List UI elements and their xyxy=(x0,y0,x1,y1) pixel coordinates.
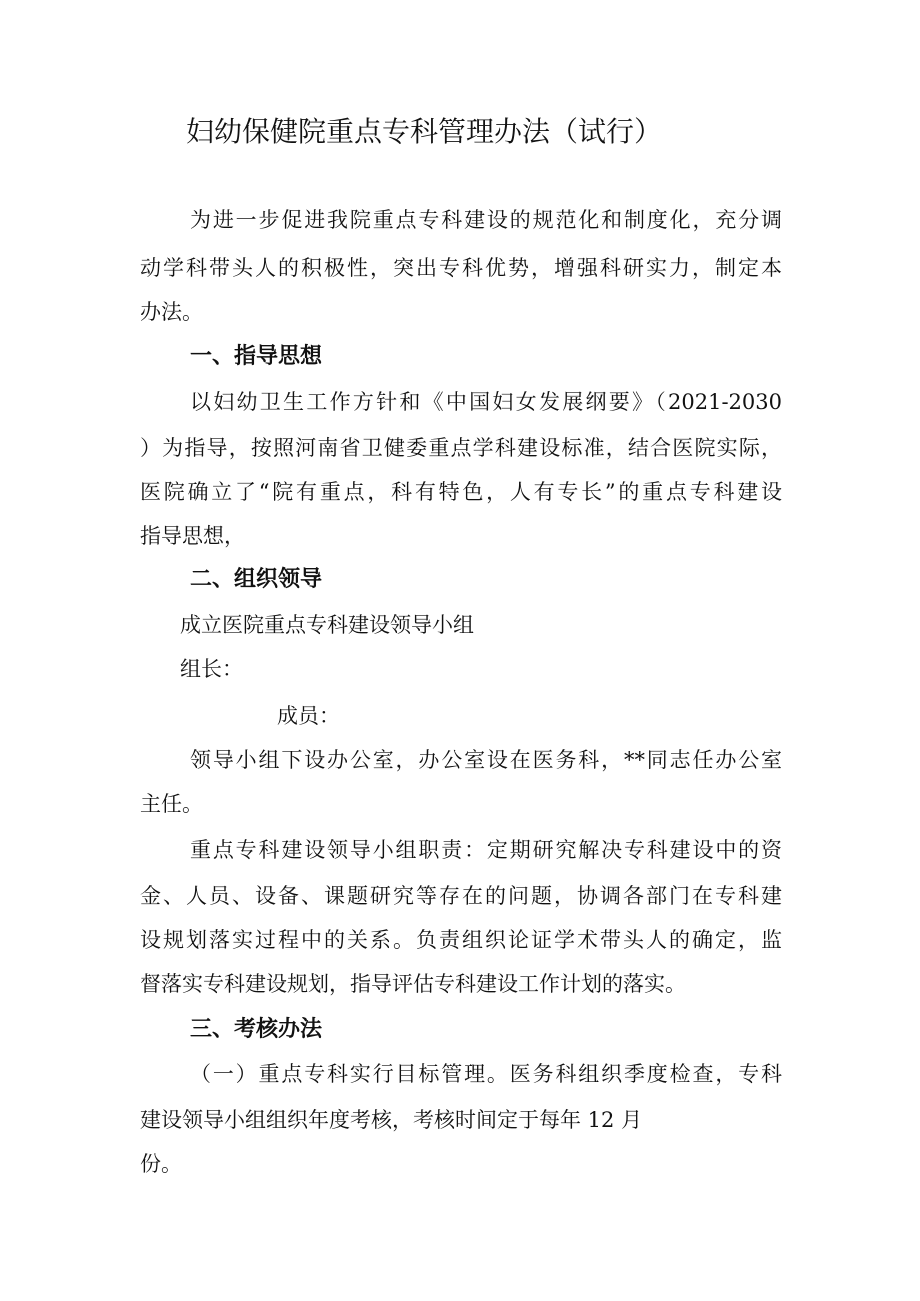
section3-line-1: （一）重点专科实行目标管理。医务科组织季度检查，专科 xyxy=(190,1062,782,1086)
office-line-2: 主任。 xyxy=(140,792,203,816)
section-heading-assessment: 三、考核办法 xyxy=(190,1017,323,1042)
group-establish-line: 成立医院重点专科建设领导小组 xyxy=(180,613,474,637)
group-leader-label: 组长： xyxy=(180,657,243,681)
section1-line-4: 指导思想， xyxy=(140,524,245,548)
intro-line-2: 动学科带头人的积极性，突出专科优势，增强科研实力，制定本 xyxy=(140,256,782,280)
section-heading-guiding-ideology: 一、指导思想 xyxy=(190,344,323,369)
duties-line-3: 设规划落实过程中的关系。负责组织论证学术带头人的确定，监 xyxy=(140,928,782,952)
section3-line-3: 份。 xyxy=(140,1152,182,1176)
duties-line-4: 督落实专科建设规划，指导评估专科建设工作计划的落实。 xyxy=(140,972,686,996)
group-members-label: 成员： xyxy=(277,704,340,728)
duties-line-1: 重点专科建设领导小组职责：定期研究解决专科建设中的资 xyxy=(190,838,782,862)
section1-line-3: 医院确立了“院有重点，科有特色，人有专长”的重点专科建设 xyxy=(140,480,782,504)
section3-line-2: 建设领导小组组织年度考核，考核时间定于每年 12 月 xyxy=(140,1108,643,1132)
document-title: 妇幼保健院重点专科管理办法（试行） xyxy=(186,115,663,148)
office-line-1: 领导小组下设办公室，办公室设在医务科，**同志任办公室 xyxy=(190,748,782,772)
intro-line-1: 为进一步促进我院重点专科建设的规范化和制度化，充分调 xyxy=(190,208,782,232)
section1-line-1: 以妇幼卫生工作方针和《中国妇女发展纲要》（2021-2030 xyxy=(190,390,782,414)
duties-line-2: 金、人员、设备、课题研究等存在的问题，协调各部门在专科建 xyxy=(140,884,782,908)
section-heading-organization: 二、组织领导 xyxy=(190,567,323,592)
intro-line-3: 办法。 xyxy=(140,300,203,324)
section1-line-2: ）为指导，按照河南省卫健委重点学科建设标准，结合医院实际， xyxy=(140,436,782,460)
